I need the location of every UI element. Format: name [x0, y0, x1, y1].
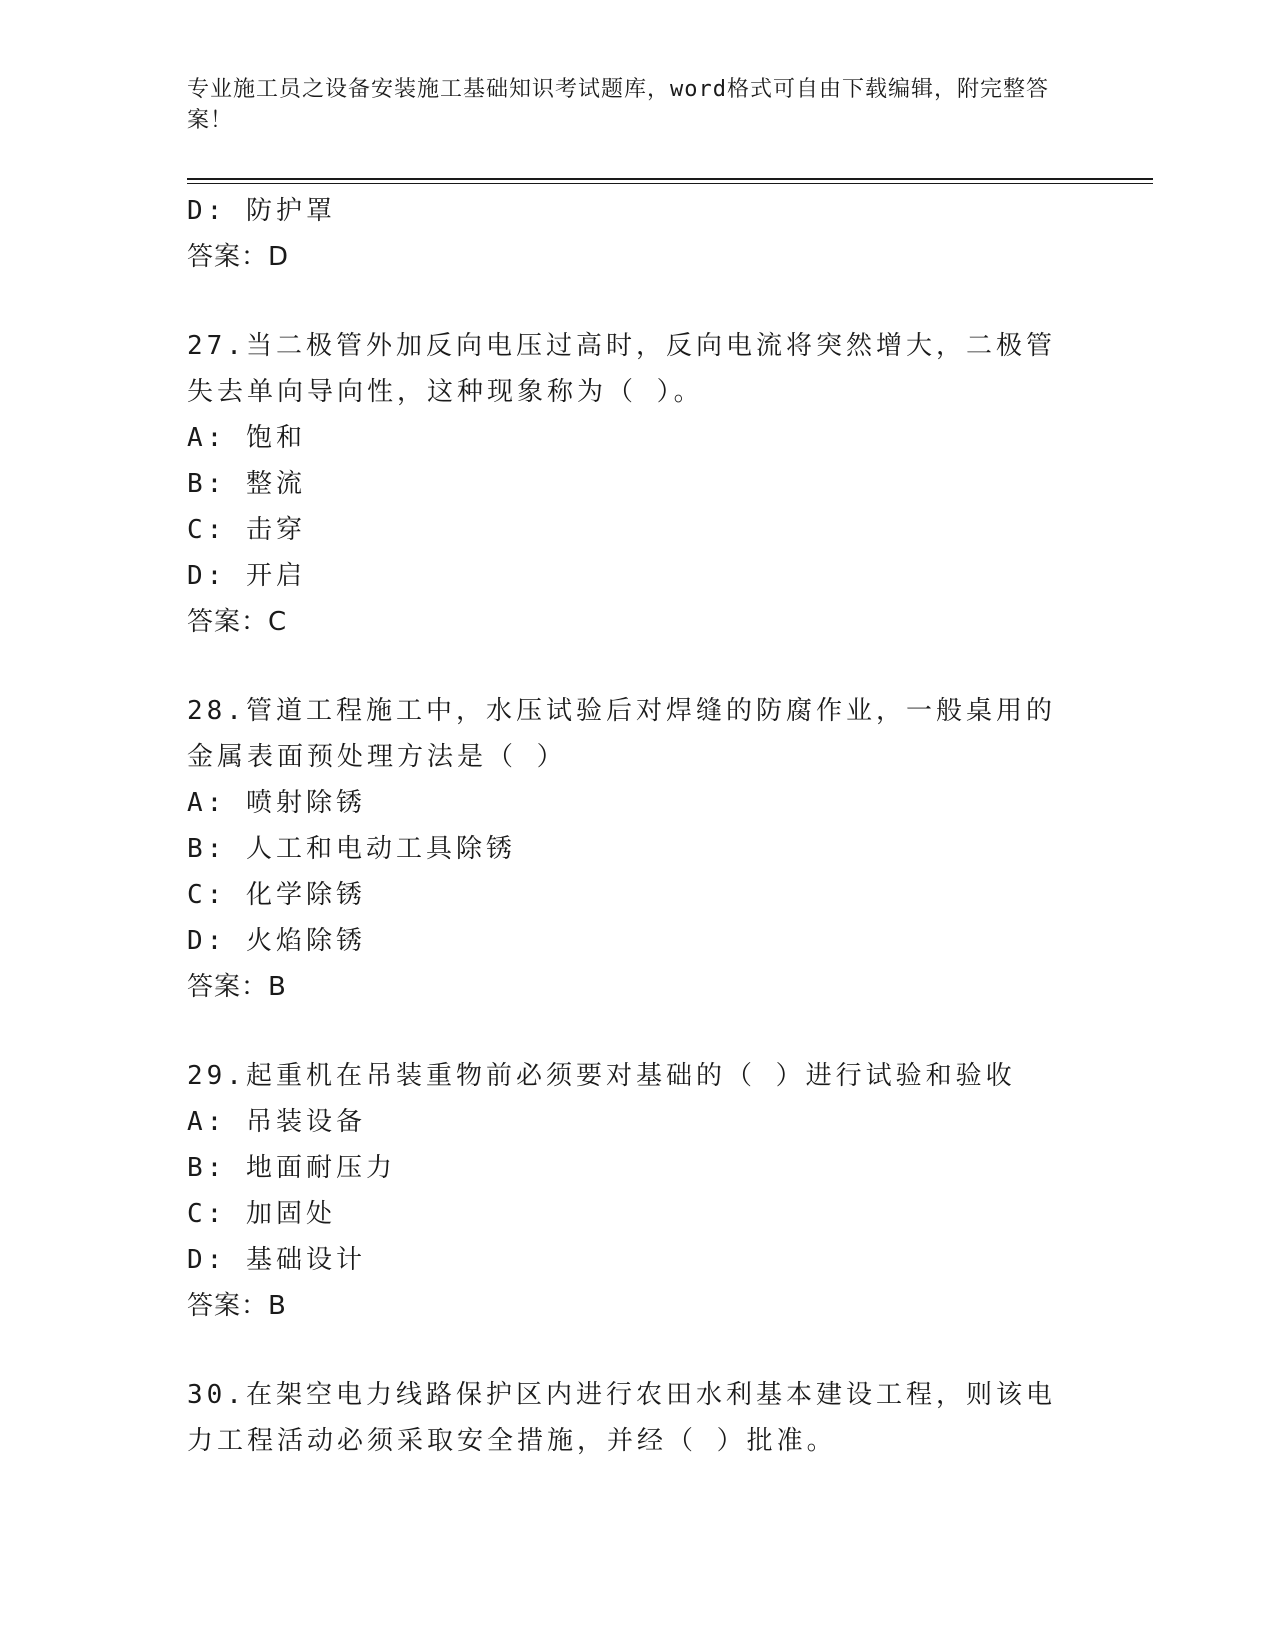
question-29-option-b: B: 地面耐压力	[187, 1153, 396, 1183]
question-29-answer: 答案：B	[187, 1291, 287, 1321]
header-rule-thick	[187, 178, 1153, 180]
question-27-answer: 答案：C	[187, 607, 288, 637]
question-27-stem: 27.当二极管外加反向电压过高时，反向电流将突然增大，二极管失去单向导向性，这种现象称为（ ）。	[187, 331, 1056, 407]
question-28-stem: 28.管道工程施工中，水压试验后对焊缝的防腐作业，一般桌用的金属表面预处理方法是（ ）	[187, 696, 1056, 772]
question-28-option-b: B: 人工和电动工具除锈	[187, 834, 516, 864]
question-27-option-d: D: 开启	[187, 561, 306, 591]
question-29-option-c: C: 加固处	[187, 1199, 336, 1229]
question-27-option-b: B: 整流	[187, 469, 306, 499]
question-30-stem: 30.在架空电力线路保护区内进行农田水利基本建设工程，则该电力工程活动必须采取安全措施，并经（ ）批准。	[187, 1380, 1056, 1456]
question-28-answer: 答案：B	[187, 972, 287, 1002]
question-27-option-a: A: 饱和	[187, 423, 306, 453]
question-content	[187, 188, 1087, 1464]
question-29-option-a: A: 吊装设备	[187, 1107, 366, 1137]
question-28-option-c: C: 化学除锈	[187, 880, 366, 910]
carryover-answer: 答案：D	[187, 242, 290, 272]
question-29-option-d: D: 基础设计	[187, 1245, 366, 1275]
question-28-option-d: D: 火焰除锈	[187, 926, 366, 956]
question-29-stem: 29.起重机在吊装重物前必须要对基础的（ ）进行试验和验收	[187, 1061, 1016, 1091]
carryover-option-d: D: 防护罩	[187, 196, 336, 226]
question-28-option-a: A: 喷射除锈	[187, 788, 366, 818]
header-rule-thin	[187, 183, 1153, 184]
question-27-option-c: C: 击穿	[187, 515, 306, 545]
page-header: 专业施工员之设备安装施工基础知识考试题库，word格式可自由下载编辑，附完整答案！	[187, 77, 1049, 133]
